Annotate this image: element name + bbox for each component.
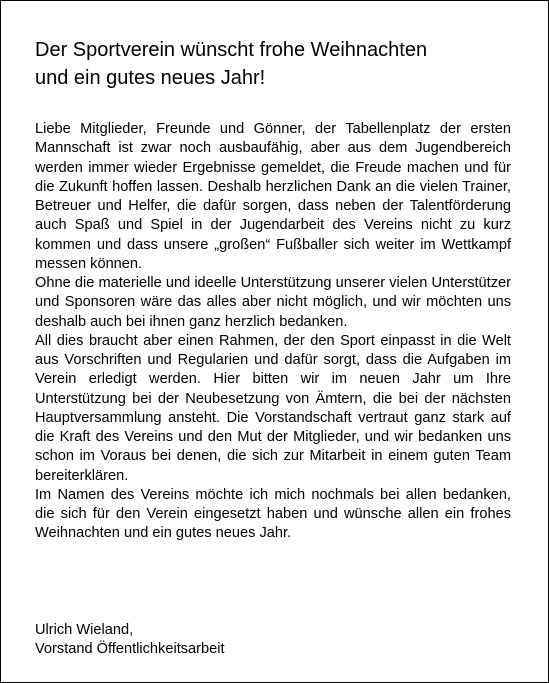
paragraph-board-election: All dies braucht aber einen Rahmen, der den Sport einpasst in die Welt aus Vorschriften und Regularien und dafür sorgt, dass die Aufgaben im Verein erledigt werden. Hier bitten wir im neuen Jahr um Ihre Unterstützung bei der Neubesetzung von Ämtern, die bei der nächsten Hauptversammlung ansteht. Die Vorstandschaft vertraut ganz stark auf die Kraft des Vereins und den Mut der Mitglieder, und wir bedanken uns schon im Voraus bei denen, die sich zur Mitarbeit in einem guten Team bereiterklären. — [35, 332, 511, 484]
paragraph-sponsors: Ohne die materielle und ideelle Unterstützung unserer vielen Unterstützer und Sponsoren wäre das alles aber nicht möglich, und wir möchten uns deshalb auch bei ihnen ganz herzlich bedanken. — [35, 275, 511, 330]
letter-body — [35, 120, 511, 544]
paragraph-closing-wishes: Im Namen des Vereins möchte ich mich nochmals bei allen bedanken, die sich für den Verein eingesetzt haben und wünsche allen ein frohes Weihnachten und ein gutes neues Jahr. — [35, 486, 511, 542]
signature-role: Vorstand Öffentlichkeitsarbeit — [35, 641, 225, 658]
title-line-2: und ein gutes neues Jahr! — [35, 67, 266, 89]
title-line-1: Der Sportverein wünscht frohe Weihnachten — [35, 39, 428, 61]
signature-block — [35, 621, 225, 660]
paragraph-thanks-youth: Liebe Mitglieder, Freunde und Gönner, der Tabellenplatz der ersten Mannschaft ist zwar noch ausbaufähig, aber aus dem Jugendbereich werden immer wieder Ergebnisse gemeldet, die Freude machen und für die Zukunft hoffen lassen. Deshalb herzlichen Dank an die vielen Trainer, Betreuer und Helfer, die dafür sorgen, dass neben der Talentförderung auch Spaß und Spiel in der Jugendarbeit des Vereins nicht zu kurz kommen und dass unsere „großen“ Fußballer sich weiter im Wettkampf messen können. — [35, 121, 511, 272]
signature-name: Ulrich Wieland, — [35, 622, 134, 638]
document-title — [35, 36, 515, 92]
